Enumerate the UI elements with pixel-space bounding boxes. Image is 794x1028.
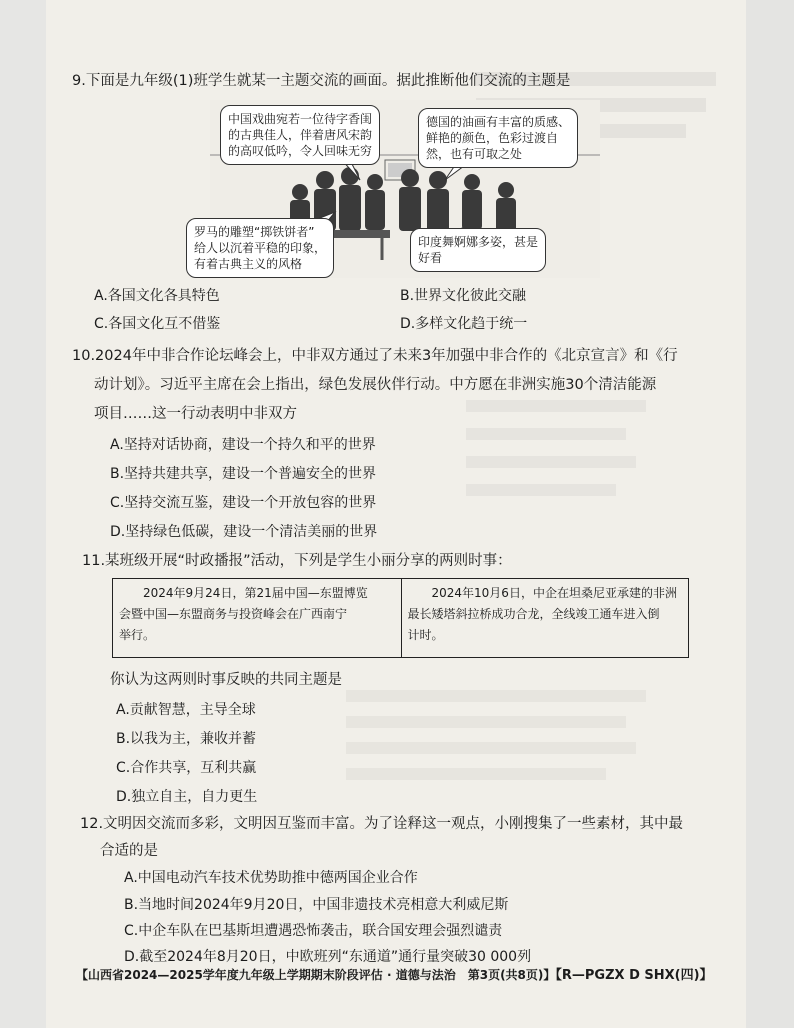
news-item-tanzania-bridge: 2024年10月6日，中企在坦桑尼亚承建的非洲 最长矮塔斜拉桥成功合龙，全线竣工通车进入倒 计时。	[401, 579, 689, 657]
q12-option-c[interactable]: C.中企车队在巴基斯坦遭遇恐怖袭击，联合国安理会强烈谴责	[124, 923, 503, 939]
q12-option-b[interactable]: B.当地时间2024年9月20日，中国非遗技术亮相意大利威尼斯	[124, 897, 509, 913]
q9-option-a[interactable]: A.各国文化各具特色	[94, 288, 220, 304]
q11-option-c[interactable]: C.合作共享，互利共赢	[116, 760, 257, 776]
question-10-stem-line2: 动计划》。习近平主席在会上指出，绿色发展伙伴行动。中方愿在非洲实施30个清洁能源	[94, 377, 657, 393]
question-11-prompt: 你认为这两则时事反映的共同主题是	[110, 672, 342, 688]
question-9-stem: 9.下面是九年级(1)班学生就某一主题交流的画面。据此推断他们交流的主题是	[72, 73, 571, 89]
bubble-german-oil-painting: 德国的油画有丰富的质感、 鲜艳的颜色，色彩过渡自 然，也有可取之处	[418, 108, 578, 168]
q10-option-a[interactable]: A.坚持对话协商，建设一个持久和平的世界	[110, 437, 376, 453]
page-footer	[76, 964, 713, 983]
q9-option-d[interactable]: D.多样文化趋于统一	[400, 316, 528, 332]
q9-option-c[interactable]: C.各国文化互不借鉴	[94, 316, 221, 332]
question-12-stem-line2: 合适的是	[100, 843, 158, 859]
q10-option-d[interactable]: D.坚持绿色低碳，建设一个清洁美丽的世界	[110, 524, 378, 540]
bubble-roman-sculpture: 罗马的雕塑“掷铁饼者” 给人以沉着平稳的印象， 有着古典主义的风格	[186, 218, 334, 278]
q10-option-b[interactable]: B.坚持共建共享，建设一个普遍安全的世界	[110, 466, 377, 482]
question-11-stem: 11.某班级开展“时政播报”活动，下列是学生小丽分享的两则时事：	[82, 553, 512, 569]
q11-option-a[interactable]: A.贡献智慧，主导全球	[116, 702, 256, 718]
q10-option-c[interactable]: C.坚持交流互鉴，建设一个开放包容的世界	[110, 495, 377, 511]
question-12-stem-line1: 12.文明因交流而多彩，文明因互鉴而丰富。为了诠释这一观点，小刚搜集了一些素材，其中最	[80, 816, 684, 832]
q12-option-d[interactable]: D.截至2024年8月20日，中欧班列“东通道”通行量突破30 000列	[124, 949, 532, 965]
question-10-stem-line1: 10.2024年中非合作论坛峰会上，中非双方通过了未来3年加强中非合作的《北京宣言》和《行	[72, 348, 678, 364]
q9-option-b[interactable]: B.世界文化彼此交融	[400, 288, 527, 304]
footer-exam-info: 【山西省2024—2025学年度九年级上学期期末阶段评估 · 道德与法治 第3页(共8页)】	[76, 968, 556, 982]
news-table	[112, 578, 689, 658]
q12-option-a[interactable]: A.中国电动汽车技术优势助推中德两国企业合作	[124, 870, 418, 886]
page-edge-right	[746, 0, 794, 1028]
q11-option-b[interactable]: B.以我为主，兼收并蓄	[116, 731, 257, 747]
bubble-chinese-opera: 中国戏曲宛若一位待字香闺 的古典佳人，伴着唐风宋韵 的高叹低吟，令人回味无穷	[220, 105, 380, 165]
news-item-asean-expo: 2024年9月24日，第21届中国—东盟博览 会暨中国—东盟商务与投资峰会在广西南宁 举行。	[119, 586, 368, 642]
bubble-indian-dance: 印度舞婀娜多姿，甚是 好看	[410, 228, 546, 272]
footer-paper-code: 【R—PGZX D SHX(四)】	[555, 968, 713, 983]
question-10-stem-line3: 项目……这一行动表明中非双方	[94, 406, 297, 422]
q11-option-d[interactable]: D.独立自主，自力更生	[116, 789, 258, 805]
page-edge-left	[0, 0, 46, 1028]
